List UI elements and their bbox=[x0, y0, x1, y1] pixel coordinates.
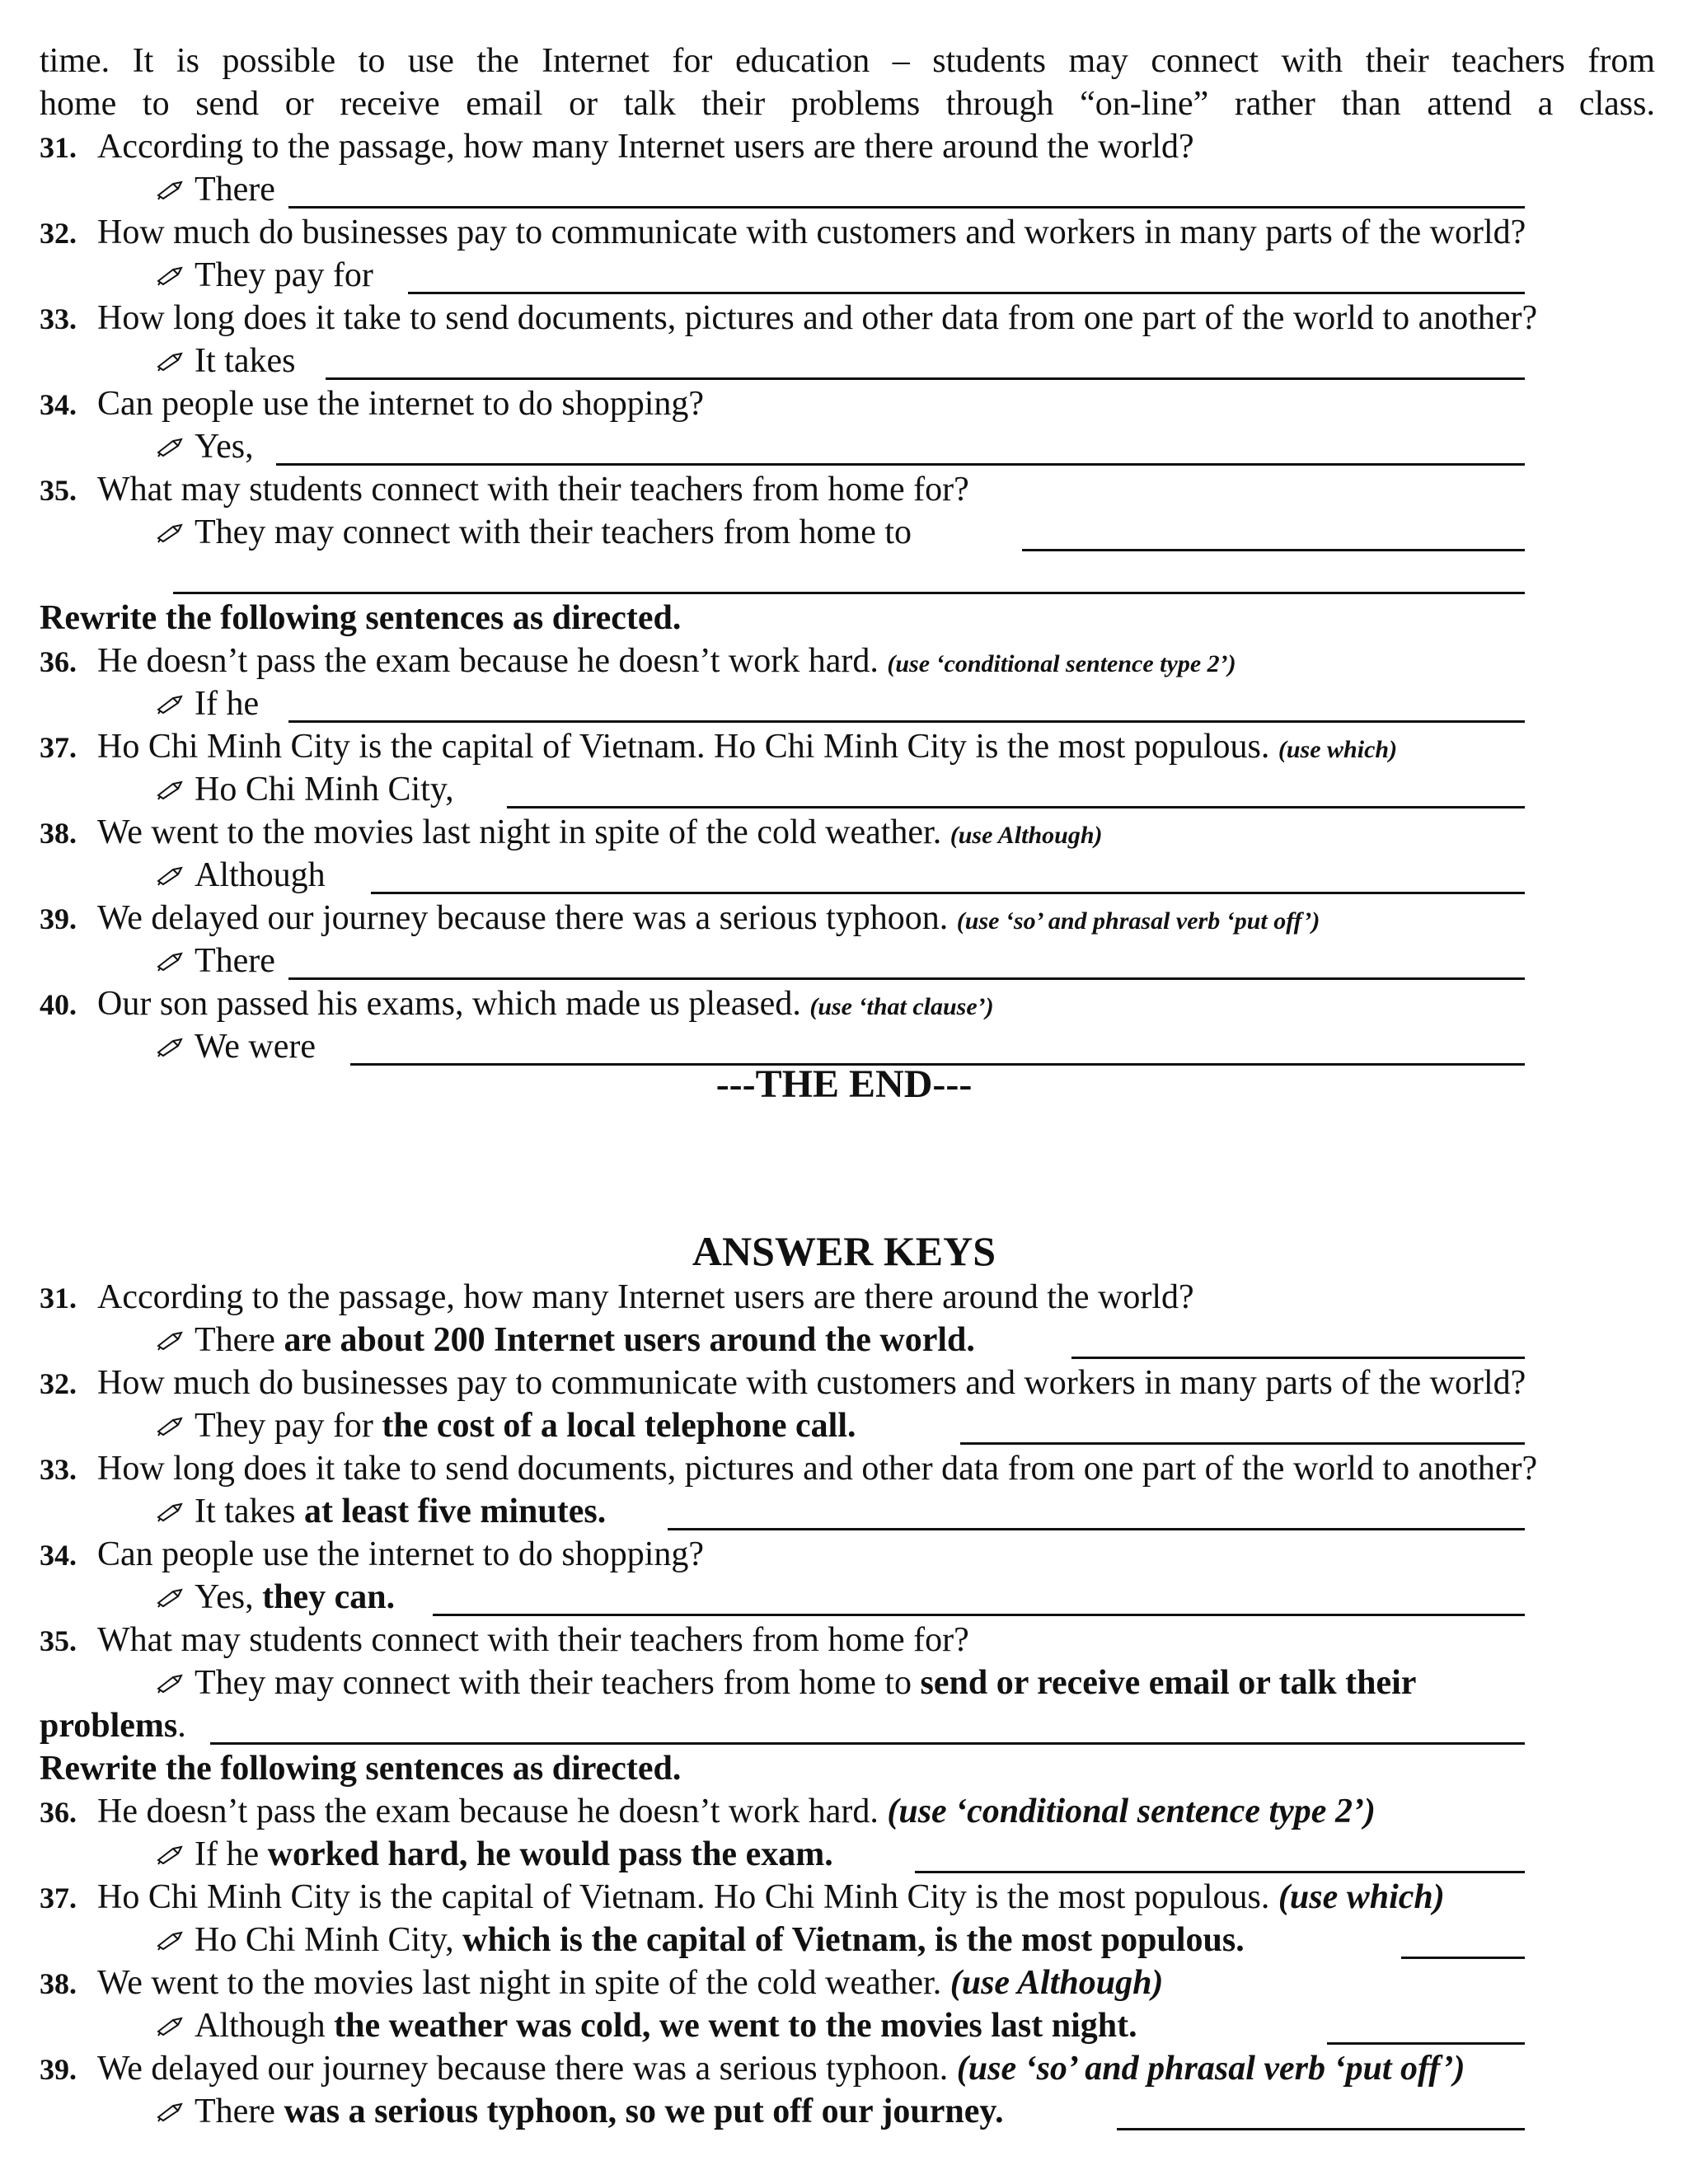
key-rewrite-heading: Rewrite the following sentences as directed. bbox=[40, 1750, 682, 1788]
question-36 bbox=[40, 640, 1655, 682]
writing-hand-icon bbox=[157, 522, 185, 543]
key-blank-37 bbox=[1401, 1957, 1525, 1959]
answer-text: was a serious typhoon, so we put off our journey. bbox=[284, 2093, 1004, 2130]
question-note: (use Although) bbox=[950, 822, 1103, 849]
question-text: What may students connect with their teachers from home for? bbox=[97, 1621, 969, 1659]
writing-hand-icon bbox=[157, 1501, 185, 1522]
answer-prompt: It takes bbox=[195, 342, 296, 380]
key-question-38 bbox=[40, 1961, 1655, 2004]
question-37 bbox=[40, 725, 1655, 768]
key-question-31 bbox=[40, 1276, 1655, 1319]
writing-hand-icon bbox=[157, 436, 185, 457]
question-number: 35. bbox=[40, 1624, 77, 1657]
answer-prompt: There bbox=[195, 1321, 275, 1359]
question-number: 37. bbox=[40, 1882, 77, 1915]
question-text: Can people use the internet to do shopping? bbox=[97, 1535, 705, 1573]
answer-blank-33[interactable] bbox=[326, 377, 1525, 380]
key-answer-line-34 bbox=[157, 1576, 395, 1619]
key-question-35 bbox=[40, 1619, 1655, 1661]
question-31 bbox=[40, 125, 1655, 168]
question-text: Our son passed his exams, which made us pleased. bbox=[97, 985, 801, 1023]
question-number: 36. bbox=[40, 1796, 77, 1829]
question-number: 31. bbox=[40, 131, 77, 164]
answer-line-34 bbox=[157, 425, 254, 468]
writing-hand-icon bbox=[157, 1329, 185, 1351]
answer-text: are about 200 Internet users around the world. bbox=[284, 1321, 975, 1359]
question-number: 31. bbox=[40, 1282, 77, 1315]
question-text: He doesn’t pass the exam because he doesn’t work hard. bbox=[97, 642, 879, 680]
key-blank-36 bbox=[915, 1871, 1525, 1873]
answer-blank-38[interactable] bbox=[371, 892, 1525, 894]
answer-line-35 bbox=[157, 511, 912, 554]
answer-text: which is the capital of Vietnam, is the most populous. bbox=[462, 1921, 1245, 1959]
answer-text: the weather was cold, we went to the movies last night. bbox=[334, 2007, 1137, 2045]
answer-prompt: If he bbox=[195, 1835, 260, 1873]
question-text: We went to the movies last night in spite of the cold weather. bbox=[97, 1964, 942, 2002]
answer-period: . bbox=[177, 1707, 186, 1745]
question-38 bbox=[40, 811, 1655, 854]
key-answer-line-35 bbox=[157, 1661, 1416, 1704]
answer-text-continued: problems bbox=[40, 1707, 178, 1745]
answer-prompt: We were bbox=[195, 1028, 316, 1066]
key-question-32 bbox=[40, 1361, 1655, 1404]
question-number: 34. bbox=[40, 388, 77, 421]
answer-text: the cost of a local telephone call. bbox=[382, 1407, 856, 1445]
question-note: (use ‘conditional sentence type 2’) bbox=[887, 650, 1236, 677]
answer-prompt: They pay for bbox=[195, 1407, 373, 1445]
writing-hand-icon bbox=[157, 350, 185, 372]
question-note: (use ‘conditional sentence type 2’) bbox=[887, 1793, 1376, 1830]
answer-prompt: Although bbox=[195, 856, 326, 894]
question-text: We went to the movies last night in spite of the cold weather. bbox=[97, 813, 942, 851]
writing-hand-icon bbox=[157, 1415, 185, 1436]
question-33 bbox=[40, 297, 1655, 340]
answer-blank-35b[interactable] bbox=[173, 592, 1525, 594]
writing-hand-icon bbox=[157, 1844, 185, 1865]
question-number: 39. bbox=[40, 902, 77, 935]
writing-hand-icon bbox=[157, 1036, 185, 1057]
question-text: What may students connect with their teachers from home for? bbox=[97, 471, 969, 509]
answer-line-39 bbox=[157, 940, 275, 982]
writing-hand-icon bbox=[157, 865, 185, 886]
key-answer-line-39 bbox=[157, 2090, 1004, 2133]
key-answer-line-37 bbox=[157, 1919, 1245, 1961]
question-note: (use ‘that clause’) bbox=[809, 993, 994, 1020]
answer-line-37 bbox=[157, 768, 454, 811]
question-text: According to the passage, how many Internet users are there around the world? bbox=[97, 1278, 1194, 1316]
key-question-39 bbox=[40, 2047, 1655, 2090]
question-text: Ho Chi Minh City is the capital of Vietnam. Ho Chi Minh City is the most populous. bbox=[97, 728, 1270, 766]
answer-blank-37[interactable] bbox=[507, 806, 1525, 808]
key-blank-34 bbox=[433, 1614, 1525, 1616]
question-text: We delayed our journey because there was a serious typhoon. bbox=[97, 899, 949, 937]
answer-prompt: They may connect with their teachers from home to bbox=[195, 1664, 912, 1702]
writing-hand-icon bbox=[157, 1929, 185, 1951]
key-blank-32 bbox=[960, 1442, 1525, 1445]
answer-line-36 bbox=[157, 682, 259, 725]
question-text: How long does it take to send documents, pictures and other data from one part of the world to another? bbox=[97, 1450, 1538, 1488]
key-answer-line-38 bbox=[157, 2004, 1137, 2047]
rewrite-heading: Rewrite the following sentences as directed. bbox=[40, 599, 682, 637]
question-text: He doesn’t pass the exam because he doesn’t work hard. bbox=[97, 1793, 879, 1830]
question-number: 38. bbox=[40, 817, 77, 850]
writing-hand-icon bbox=[157, 950, 185, 972]
key-blank-39 bbox=[1117, 2128, 1525, 2130]
answer-prompt: Ho Chi Minh City, bbox=[195, 1921, 454, 1959]
question-number: 37. bbox=[40, 731, 77, 764]
question-text: How long does it take to send documents, pictures and other data from one part of the world to another? bbox=[97, 299, 1538, 337]
question-number: 36. bbox=[40, 645, 77, 678]
answer-prompt: They may connect with their teachers from home to bbox=[195, 513, 912, 551]
key-blank-31 bbox=[1071, 1357, 1525, 1359]
answer-prompt: If he bbox=[195, 685, 260, 723]
question-number: 32. bbox=[40, 1367, 77, 1400]
question-34 bbox=[40, 382, 1655, 425]
question-35 bbox=[40, 468, 1655, 511]
passage-line-1: time. It is possible to use the Internet for education – students may connect with their teachers from bbox=[40, 42, 1655, 80]
answer-prompt: Yes, bbox=[195, 1578, 254, 1616]
answer-text: send or receive email or talk their bbox=[920, 1664, 1417, 1702]
answer-blank-32[interactable] bbox=[408, 292, 1525, 294]
writing-hand-icon bbox=[157, 693, 185, 715]
key-question-34 bbox=[40, 1533, 1655, 1576]
question-note: (use which) bbox=[1278, 1878, 1445, 1916]
question-text: Can people use the internet to do shopping? bbox=[97, 385, 705, 423]
question-number: 33. bbox=[40, 302, 77, 335]
key-question-36 bbox=[40, 1790, 1655, 1833]
the-end: ---THE END--- bbox=[715, 1062, 973, 1106]
answer-line-38 bbox=[157, 854, 326, 897]
answer-prompt: There bbox=[195, 942, 275, 980]
writing-hand-icon bbox=[157, 1672, 185, 1694]
question-text: Ho Chi Minh City is the capital of Vietnam. Ho Chi Minh City is the most populous. bbox=[97, 1878, 1270, 1916]
question-note: (use ‘so’ and phrasal verb ‘put off’) bbox=[956, 907, 1320, 935]
question-number: 34. bbox=[40, 1539, 77, 1572]
answer-blank-34[interactable] bbox=[276, 463, 1525, 466]
answer-blank-31[interactable] bbox=[288, 206, 1525, 209]
passage-line-2: home to send or receive email or talk their problems through “on-line” rather than attend a class. bbox=[40, 85, 1655, 123]
answer-prompt: There bbox=[195, 171, 275, 209]
key-blank-38 bbox=[1327, 2042, 1525, 2045]
answer-text: they can. bbox=[262, 1578, 396, 1616]
answer-prompt: Yes, bbox=[195, 428, 254, 466]
answer-prompt: Although bbox=[195, 2007, 326, 2045]
writing-hand-icon bbox=[157, 2101, 185, 2122]
question-number: 33. bbox=[40, 1453, 77, 1486]
writing-hand-icon bbox=[157, 1586, 185, 1608]
question-number: 38. bbox=[40, 1967, 77, 2000]
question-text: How much do businesses pay to communicate with customers and workers in many parts of the world? bbox=[97, 1364, 1526, 1402]
question-note: (use which) bbox=[1278, 736, 1398, 763]
question-number: 40. bbox=[40, 988, 77, 1021]
key-blank-35 bbox=[210, 1742, 1525, 1745]
answer-line-33 bbox=[157, 340, 295, 382]
key-answer-line-33 bbox=[157, 1490, 606, 1533]
question-note: (use ‘so’ and phrasal verb ‘put off’) bbox=[956, 2050, 1465, 2088]
question-text: According to the passage, how many Internet users are there around the world? bbox=[97, 128, 1194, 166]
question-number: 32. bbox=[40, 217, 77, 250]
key-answer-line-36 bbox=[157, 1833, 833, 1876]
question-text: We delayed our journey because there was a serious typhoon. bbox=[97, 2050, 949, 2088]
answer-prompt: It takes bbox=[195, 1493, 296, 1530]
question-number: 39. bbox=[40, 2053, 77, 2086]
answer-keys-title: ANSWER KEYS bbox=[692, 1228, 996, 1274]
question-note: (use Although) bbox=[950, 1964, 1164, 2002]
writing-hand-icon bbox=[157, 779, 185, 800]
key-answer-line-32 bbox=[157, 1404, 856, 1447]
answer-text: worked hard, he would pass the exam. bbox=[267, 1835, 833, 1873]
answer-prompt: Ho Chi Minh City, bbox=[195, 771, 454, 808]
answer-blank-36[interactable] bbox=[288, 720, 1525, 723]
answer-line-32 bbox=[157, 254, 373, 297]
key-blank-33 bbox=[668, 1528, 1525, 1530]
answer-blank-35a[interactable] bbox=[1022, 549, 1525, 551]
question-number: 35. bbox=[40, 474, 77, 507]
question-39 bbox=[40, 897, 1655, 940]
answer-text: at least five minutes. bbox=[303, 1493, 607, 1530]
question-40 bbox=[40, 982, 1655, 1025]
answer-blank-39[interactable] bbox=[288, 977, 1525, 980]
question-text: How much do businesses pay to communicate with customers and workers in many parts of the world? bbox=[97, 213, 1526, 251]
question-32 bbox=[40, 211, 1655, 254]
answer-prompt: There bbox=[195, 2093, 275, 2130]
key-answer-line-31 bbox=[157, 1319, 975, 1361]
answer-prompt: They pay for bbox=[195, 256, 373, 294]
writing-hand-icon bbox=[157, 2015, 185, 2036]
writing-hand-icon bbox=[157, 179, 185, 200]
key-answer-line-35-cont bbox=[40, 1704, 1655, 1747]
key-question-33 bbox=[40, 1447, 1655, 1490]
writing-hand-icon bbox=[157, 265, 185, 286]
answer-line-31 bbox=[157, 168, 275, 211]
key-question-37 bbox=[40, 1876, 1655, 1919]
